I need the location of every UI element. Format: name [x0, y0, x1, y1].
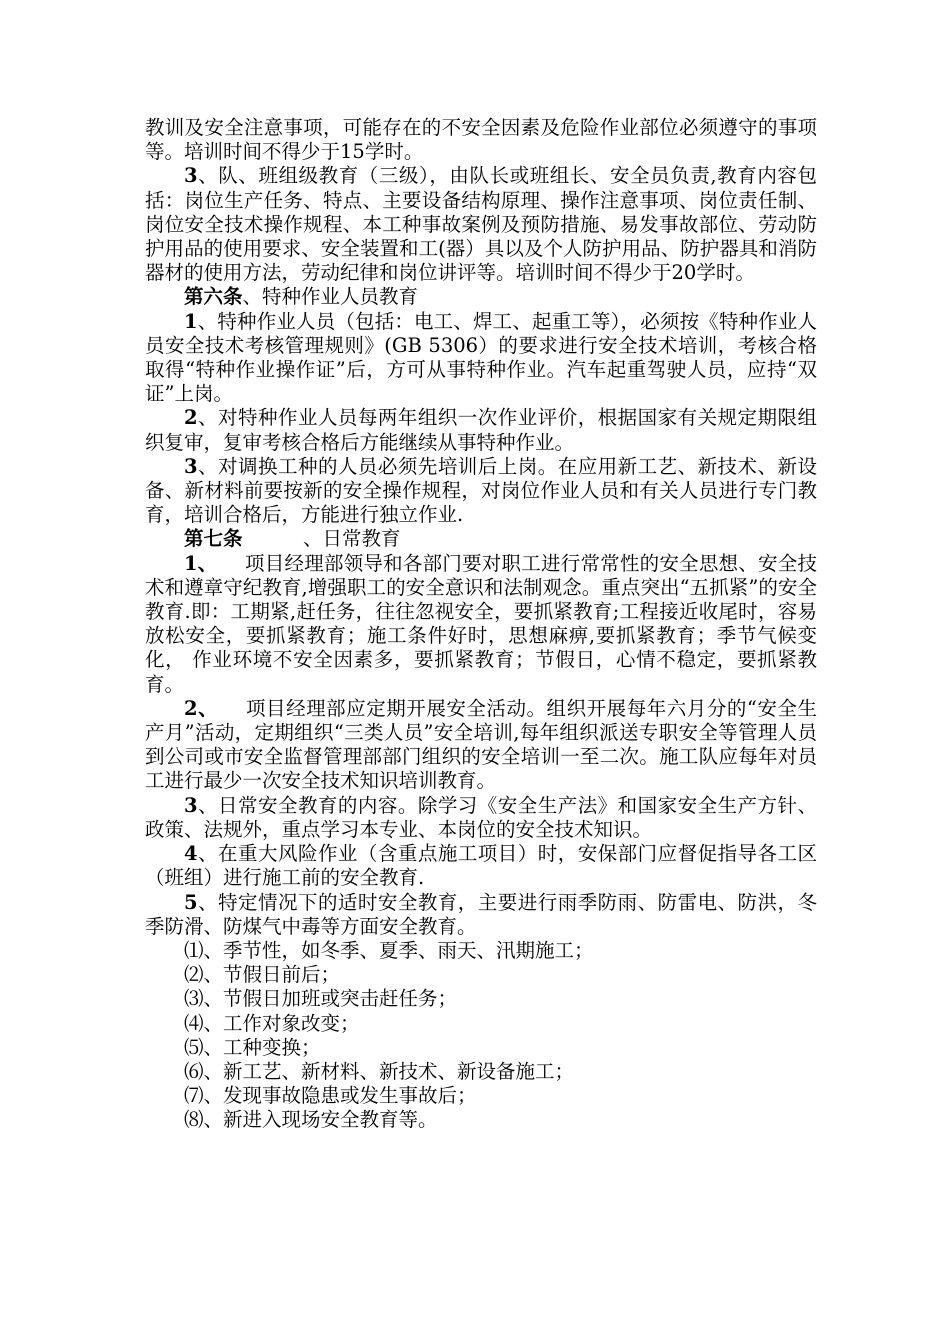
article-label: 第六条 [184, 285, 243, 309]
list-item [145, 987, 817, 1011]
section-title: 、日常教育 [302, 527, 401, 551]
article-label: 第七条 [184, 527, 243, 551]
list-item [145, 1012, 817, 1036]
section-heading-article-6 [145, 285, 817, 309]
document-page [145, 116, 817, 1133]
paragraph-text: 、特种作业人员（包括：电工、焊工、起重工等），必须按《特种作业人员安全技术考核管理规则》(GB 5306）的要求进行安全技术培训，考核合格取得“特种作业操作证”后，方可从事特种作业。汽车起重驾驶人员，应持“双证”上岗。 [145, 309, 817, 406]
paragraph-text: 、在重大风险作业（含重点施工项目）时，安保部门应督促指导各工区（班组）进行施工前的安全教育. [145, 842, 817, 890]
item-number: 1、 [184, 551, 218, 575]
item-number: 2 [184, 406, 198, 430]
section-heading-article-7 [145, 527, 817, 551]
paragraph-text: 项目经理部应定期开展安全活动。组织开展每年六月分的“安全生产月”活动，定期组织“三类人员”安全培训,每年组织派送专职安全等管理人员到公司或市安全监督管理部部门组织的安全培训一至二次。施工队应每年对员工进行最少一次安全技术知识培训教育。 [145, 696, 817, 793]
item-number: 5 [184, 890, 198, 914]
list-item [145, 1108, 817, 1132]
paragraph-item-3-job-change [145, 455, 817, 528]
list-item [145, 1036, 817, 1060]
paragraph-text: 、对调换工种的人员必须先培训后上岗。在应用新工艺、新技术、新设备、新材料前要按新的安全操作规程，对岗位作业人员和有关人员进行专门教育，培训合格后，方能进行独立作业. [145, 454, 817, 527]
paragraph-item-1-regular-education [145, 552, 817, 697]
section-title: 、特种作业人员教育 [242, 285, 419, 309]
paragraph-item-5-timely-education [145, 891, 817, 939]
item-number: 4 [184, 842, 198, 866]
paragraph-item-3-daily-content [145, 794, 817, 842]
list-item-text: ⑸、工种变换； [184, 1035, 321, 1059]
paragraph-text: 教训及安全注意事项，可能存在的不安全因素及危险作业部位必须遵守的事项等。培训时间不得少于15学时。 [145, 116, 817, 164]
paragraph-item-2-safety-activities [145, 697, 817, 794]
item-number: 3 [184, 164, 198, 188]
item-number: 1 [184, 309, 198, 333]
list-item-text: ⑹、新工艺、新材料、新技术、新设备施工； [184, 1059, 575, 1083]
paragraph-text: 、对特种作业人员每两年组织一次作业评价，根据国家有关规定期限组织复审，复审考核合格后方能继续从事特种作业。 [145, 406, 817, 454]
list-item-text: ⑴、季节性，如冬季、夏季、雨天、汛期施工； [184, 938, 594, 962]
paragraph-continuation [145, 116, 817, 164]
list-item-text: ⑷、工作对象改变； [184, 1011, 360, 1035]
paragraph-text: 项目经理部领导和各部门要对职工进行常常性的安全思想、安全技术和遵章守纪教育,增强职工的安全意识和法制观念。重点突出“五抓紧”的安全教育.即：工期紧,赶任务，往往忽视安全，要抓紧教育;工程接近收尾时，容易放松安全，要抓紧教育；施工条件好时，思想麻痹,要抓紧教育；季节气候变化， 作业环境不安全因素多，要抓紧教育；节假日，心情不稳定，要抓紧教育。 [145, 551, 817, 696]
paragraph-item-4-major-risk [145, 842, 817, 890]
list-item-text: ⑶、节假日加班或突击赶任务； [184, 987, 458, 1011]
list-item [145, 1084, 817, 1108]
item-number: 3 [184, 793, 198, 817]
paragraph-item-1-special-operations [145, 310, 817, 407]
paragraph-text: 、日常安全教育的内容。除学习《安全生产法》和国家安全生产方针、政策、法规外，重点学习本专业、本岗位的安全技术知识。 [145, 793, 817, 841]
list-item [145, 1060, 817, 1084]
item-number: 2、 [184, 696, 219, 720]
paragraph-text: 、队、班组级教育（三级），由队长或班组长、安全员负责,教育内容包括：岗位生产任务、特点、主要设备结构原理、操作注意事项、岗位责任制、岗位安全技术操作规程、本工种事故案例及预防措施、易发事故部位、劳动防护用品的使用要求、安全装置和工(器）具以及个人防护用品、防护器具和消防器材的使用方法，劳动纪律和岗位讲评等。培训时间不得少于20学时。 [145, 164, 817, 285]
list-item-text: ⑵、节假日前后； [184, 963, 341, 987]
list-item [145, 963, 817, 987]
list-item-text: ⑺、发现事故隐患或发生事故后； [184, 1084, 477, 1108]
paragraph-text: 、特定情况下的适时安全教育，主要进行雨季防雨、防雷电、防洪，冬季防滑、防煤气中毒等方面安全教育。 [145, 890, 817, 938]
paragraph-item-2-evaluation [145, 406, 817, 454]
list-item [145, 939, 817, 963]
item-number: 3 [184, 454, 198, 478]
list-item-text: ⑻、新进入现场安全教育等。 [184, 1108, 438, 1132]
paragraph-item-3-team-education [145, 164, 817, 285]
